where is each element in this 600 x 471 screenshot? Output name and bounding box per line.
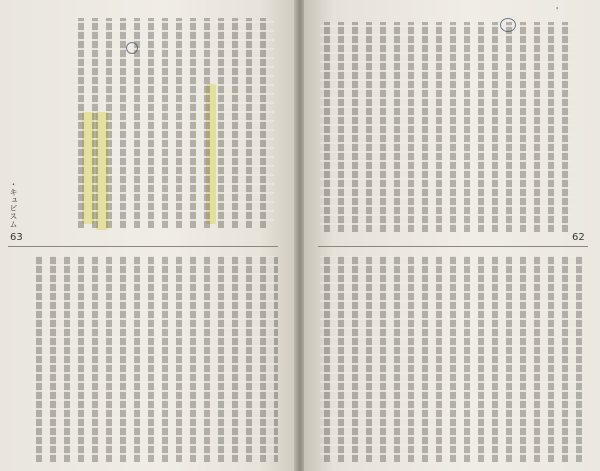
right-page-lower-text (320, 256, 582, 462)
right-page-number: 62 (572, 232, 585, 243)
margin-pen-mark (126, 42, 138, 54)
right-page-upper-text (320, 22, 572, 232)
right-page-pen-mark (500, 18, 516, 32)
right-page (304, 0, 600, 471)
right-page-divider (318, 246, 588, 247)
running-header: ・キュビスム (9, 180, 18, 228)
left-page (0, 0, 296, 471)
right-page-top-mark: ' (556, 6, 559, 15)
left-page-divider (8, 246, 278, 247)
left-page-number: 63 (10, 232, 23, 243)
left-page-lower-text (32, 256, 278, 462)
highlight-band-3 (82, 112, 94, 224)
highlight-band-2 (96, 112, 108, 230)
highlight-band-1 (206, 84, 216, 224)
